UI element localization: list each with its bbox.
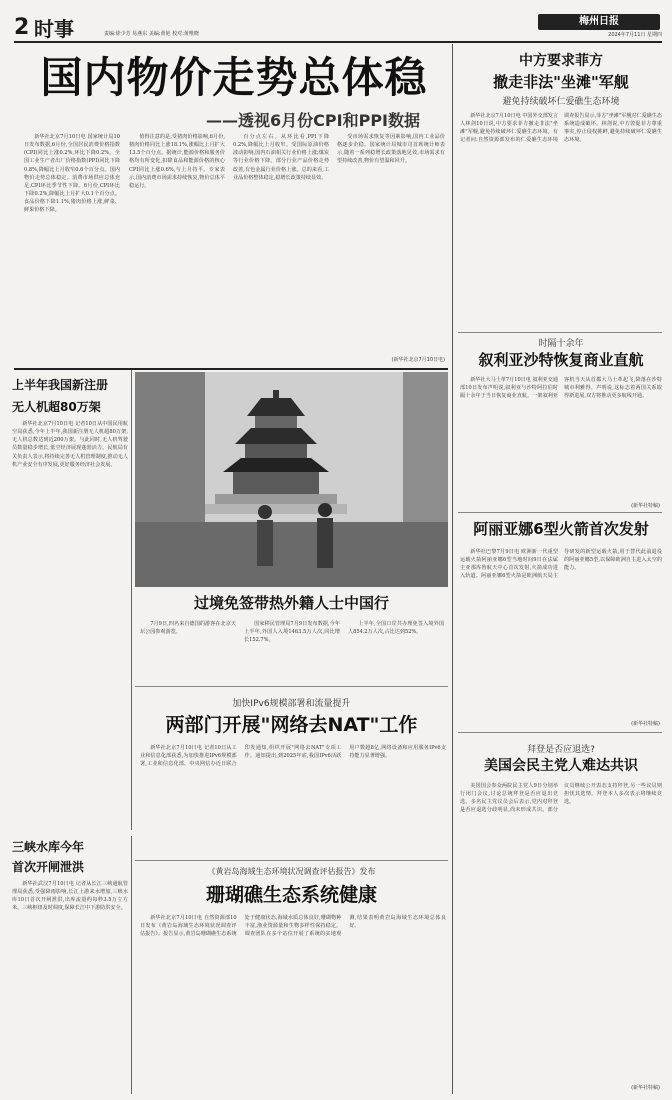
cfl-body	[460, 112, 662, 328]
repub-kicker: 拜登是否应退选?	[527, 745, 595, 754]
tourist	[258, 505, 272, 519]
photo-caption-3	[348, 620, 444, 680]
masthead-rule	[14, 41, 662, 43]
syria-rule	[458, 512, 662, 513]
repub-body	[460, 782, 662, 1082]
cfl-subhead: 撤走非法"坐滩"军舰	[493, 73, 629, 91]
syria-credit: (新华社特稿)	[631, 503, 660, 509]
syria-headline: 叙利亚沙特恢复商业直航	[478, 351, 644, 369]
syria-kicker: 时隔十余年	[538, 339, 584, 348]
lead-column-2	[129, 133, 225, 363]
logo-text: 梅州日报	[579, 16, 619, 27]
masthead	[0, 0, 672, 42]
drone-column-divider	[131, 370, 132, 830]
repub-headline: 美国会民主党人难达共识	[484, 758, 638, 774]
photo-caption-2	[244, 620, 340, 680]
lead-bottom-rule	[14, 368, 448, 370]
repub-credit: (新华社特稿)	[631, 1085, 660, 1091]
coral-body	[140, 914, 446, 1092]
right-column-divider	[452, 44, 453, 1094]
repub-text: 美国国会参众两院民主党人9日分别举行闭门会议,讨论总统拜登是否应退出竞选。多名民主党议员会后表示,党内对拜登是否应退选分歧明显,尚未形成共识。部分议员继续公开表态支持拜登,另一些议员则担忧其选情。拜登本人多次表示将继续竞选。	[460, 783, 662, 814]
cfl-rule	[458, 332, 662, 333]
lead-text-2: 值得注意的是,受猪肉价格影响,6月份,猪肉价格同比上涨18.1%,涨幅比上月扩大13.5个百分点。据统计,能源价格和服务价格均有所变化,扣除食品和能源价格的核心CPI同比上涨0.6%,与上月持平。专家表示,国内消费市场需求持续恢复,物价总体平稳运行。	[129, 134, 225, 189]
lead-headline: 国内物价走势总体稳	[40, 53, 428, 102]
ipv6-headline: 两部门开展"网络去NAT"工作	[165, 714, 418, 736]
tourist-2-body	[317, 518, 333, 568]
lead-text-4: 受市场需求恢复等因素影响,国内工业品价格逐步企稳。国家统计局城市司首席统计师表示,随着一系列稳增长政策落地见效,市场需求有望持续改善,物价有望温和回升。	[337, 134, 445, 165]
drone-headline: 上半年我国新注册	[12, 378, 109, 392]
lead-column-4	[337, 133, 445, 353]
newspaper-logo	[538, 14, 660, 30]
sanxia-headline: 三峡水库今年	[12, 840, 85, 854]
ariane-rule	[458, 732, 662, 733]
cfl-text: 新华社北京7月10日电 中国外交部发言人林剑10日说,中方要求菲方撤走非法"坐滩"军舰,避免持续破坏仁爱礁生态环境。有记者问:自然资源部发布的仁爱礁生态环境调查报告显示,菲方"坐滩"军舰对仁爱礁生态系统造成破坏。林剑说,中方敦促菲方尊重事实,停止侵权挑衅,避免持续破坏仁爱礁生态环境。	[460, 113, 662, 144]
lead-column-3	[233, 133, 329, 363]
coral-headline: 珊瑚礁生态系统健康	[205, 884, 377, 906]
coral-kicker: 《黄岩岛海域生态环境状况调查评估报告》发布	[207, 867, 376, 876]
lead-credit: (新华社北京7月10日电)	[391, 357, 445, 363]
lead-text-3: 百分点左右。从环比看,PPI下降0.2%,降幅比上月收窄。受国际原油价格波动影响,国内石油相关行业价格上涨;煤炭等行业价格下降。部分行业产品价格走势改善,有色金属行业价格上涨。总的来看,工业品价格整体稳定,稳增长政策持续显效。	[233, 134, 329, 181]
tourist-2	[318, 503, 332, 517]
drone-body	[12, 420, 128, 830]
cfl-deck: 避免持续破坏仁爱礁生态环境	[502, 97, 620, 106]
ipv6-body	[140, 744, 446, 856]
lead-text-1: 新华社北京7月10日电 国家统计局10日发布数据,6月份,全国居民消费价格指数(CPI)同比上涨0.2%,环比下降0.2%。全国工业生产者出厂价格指数(PPI)同比下降0.8%,降幅比上月收窄0.6个百分点。国内物价走势总体稳定。消费市场供应总体充足,CPI环比季节性下降。6月份,CPI环比下降0.2%,降幅比上月扩大0.1个百分点。食品价格下降1.1%,猪肉价格上涨,鲜菜、鲜果价格下降。	[24, 134, 120, 214]
tourist-body	[257, 520, 273, 566]
temple-photo	[135, 372, 448, 587]
issue-date: 2024年7月11日 星期四	[608, 32, 662, 38]
photo-rule	[135, 686, 448, 687]
staff-credits: 责编:徐少芳 易燕东 美编:黄艳 校对:黄唯晓	[104, 31, 199, 37]
lead-column-1	[24, 133, 120, 363]
photo-caption-text-2: 国家移民管理局7月9日发布数据,今年上半年,外国人入境1463.5万人次,同比增长152.7%。	[244, 621, 340, 644]
sanxia-body	[12, 880, 128, 1090]
ariane-credit: (新华社特稿)	[631, 721, 660, 727]
ipv6-kicker: 加快IPv6规模部署和流量提升	[232, 699, 351, 708]
cfl-headline: 中方要求菲方	[519, 53, 603, 69]
ariane-text: 新华社巴黎7月9日电 欧洲新一代重型运载火箭阿丽亚娜6型当地时间9日在法属圭亚那库鲁航天中心首次发射,火箭成功进入轨道。阿丽亚娜6型火箭是欧洲航天局主导研发的新型运载火箭,用于替代此前退役的阿丽亚娜5型,以保障欧洲自主进入太空的能力。	[460, 549, 662, 580]
photo-headline: 过境免签带热外籍人士中国行	[193, 594, 389, 612]
photo-caption-1	[140, 620, 236, 680]
syria-body	[460, 376, 662, 500]
sanxia-headline-2: 首次开闸泄洪	[12, 860, 85, 874]
photo-caption-text-3: 上半年,全国口岸共办理免签入境外国人854.2万人次,占比达到52%。	[348, 621, 444, 636]
page-number: 2	[14, 16, 30, 40]
photo-caption-text-1: 7月9日,四名来自德国的游客在北京天坛公园参观游览。	[140, 621, 236, 636]
ipv6-text: 新华社北京7月10日电 记者10日从工业和信息化部获悉,为加快推进IPv6规模部署,工业和信息化部、中央网信办近日联合印发通知,组织开展"网络去NAT"专项工作。通知提出,到2025年底,我国IPv6活跃用户数超8亿,网络设备和应用服务IPv6支持能力显著增强。	[140, 745, 446, 768]
ipv6-rule	[135, 860, 448, 861]
lead-subhead: ——透视6月份CPI和PPI数据	[206, 111, 420, 128]
drone-headline-2: 无人机超80万架	[12, 400, 101, 414]
section-title: 时事	[34, 17, 74, 41]
crowd	[135, 522, 448, 587]
syria-text: 新华社大马士革7月10日电 叙利亚交通部10日发布声明说,叙利亚与沙特阿拉伯时隔十余年于当日恢复商业直航。一架叙利亚客机当天从首都大马士革起飞,降落在沙特城市利雅得。声明说,这标志着两国关系取得新进展,双方将推动更多航线开通。	[460, 377, 662, 400]
sanxia-text: 新华社武汉7月10日电 记者从长江三峡通航管理局获悉,受强降雨影响,长江上游来水增加,三峡水库10日首次开闸泄洪,出库流量约每秒3.5万立方米。三峡枢纽及时调度,保障长江中下游防洪安全。	[12, 881, 128, 912]
sanxia-column-divider	[131, 836, 132, 1094]
coral-text: 新华社北京7月10日电 自然资源部10日发布《黄岩岛海域生态环境状况调查评估报告》。报告显示,黄岩岛珊瑚礁生态系统处于健康状态,海域水质总体良好,珊瑚物种丰富,渔业资源量和生物多样性保持稳定。调查团队在多个站位开展了系统的实地观测,结果表明黄岩岛海域生态环境总体良好。	[140, 915, 446, 938]
ariane-headline: 阿丽亚娜6型火箭首次发射	[473, 520, 649, 538]
drone-text: 新华社北京7月10日电 记者10日从中国民用航空局获悉,今年上半年,我国新注册无人机超80万架,无人机总数达到近200万架。与此同时,无人机驾驶员数量稳步增长,低空经济展现蓬勃活力。民航局有关负责人表示,将持续完善无人机管理制度,推动无人机产业安全有序发展,更好服务经济社会发展。	[12, 421, 128, 468]
ariane-body	[460, 548, 662, 716]
